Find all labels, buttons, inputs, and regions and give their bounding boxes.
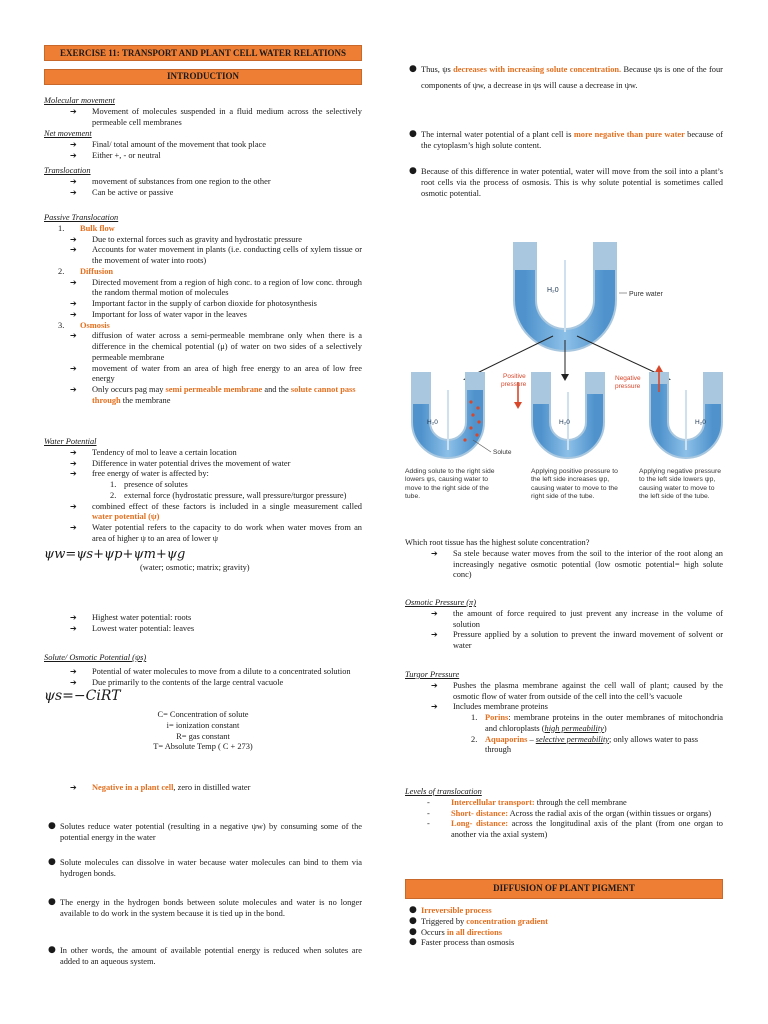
arrow-icon: ➔ bbox=[70, 150, 77, 160]
list-item: ➔ Either +, - or neutral bbox=[70, 150, 161, 160]
levels-section bbox=[405, 787, 723, 841]
numbered-item: 1. Bulk flow bbox=[58, 223, 115, 233]
section-heading: Osmotic Pressure (π) bbox=[405, 598, 477, 607]
osmotic-pressure-section bbox=[405, 598, 723, 652]
bullet-icon: ● bbox=[48, 897, 56, 907]
water-potential-formula: ψw=ψs+ψp+ψm+ψg bbox=[44, 546, 186, 562]
right-bullet-1 bbox=[405, 62, 723, 94]
list-item: ● Because of this difference in water potential, water will move from the soil into a plant’s root cells via the process of osmosis. This is why solute potential is sometimes called osmotic potential. bbox=[409, 166, 723, 198]
arrow-icon: ➔ bbox=[70, 234, 77, 244]
water-potential-extremes bbox=[44, 613, 362, 635]
list-item: ● Solutes reduce water potential (resulting in a negative ψw) by consuming some of the potential energy in the water bbox=[48, 821, 362, 842]
list-item: ➔ Can be active or passive bbox=[70, 187, 174, 197]
caption-solute: Adding solute to the right side lowers ψs, causing water to move to the right side of the tube. bbox=[405, 468, 495, 501]
list-item: ➔ Water potential refers to the capacity to do work when water moves from an area of higher ψ to an area of lower ψ bbox=[70, 523, 362, 543]
list-item: - Short- distance: Across the radial axis of the organ (within tissues or organs) bbox=[427, 808, 712, 818]
h2o-label: H₂0 bbox=[547, 287, 559, 294]
net-section bbox=[44, 129, 362, 161]
list-item: ➔ Tendency of mol to leave a certain location bbox=[70, 447, 237, 457]
translocation-section bbox=[44, 166, 362, 198]
list-item: ➔ Negative in a plant cell, zero in distilled water bbox=[70, 783, 251, 792]
numbered-item: 3. Osmosis bbox=[58, 320, 110, 330]
list-item: ➔ Due primarily to the contents of the large central vacuole bbox=[70, 677, 284, 687]
section-heading: Turgor Pressure bbox=[405, 670, 460, 679]
arrow-icon: ➔ bbox=[431, 680, 438, 690]
bullet-icon: ● bbox=[409, 905, 417, 915]
formula-note: (water; osmotic; matrix; gravity) bbox=[140, 563, 250, 573]
negative-pressure-label: Negative pressure bbox=[615, 375, 641, 390]
list-item: ➔ combined effect of these factors is included in a single measurement called water potential (ψ) bbox=[70, 501, 362, 522]
arrow-icon: ➔ bbox=[70, 309, 77, 319]
list-item: ➔ Highest water potential: roots bbox=[70, 613, 192, 622]
bullet-4 bbox=[44, 946, 362, 968]
arrow-icon: ➔ bbox=[431, 702, 438, 712]
caption-negative: Applying negative pressure to the left side lowers ψp, causing water to move to the left side of the tube. bbox=[639, 468, 721, 501]
question-section bbox=[405, 538, 723, 581]
pure-water-tube bbox=[525, 242, 664, 340]
list-item: ➔ Potential of water molecules to move from a dilute to a concentrated solution bbox=[70, 666, 351, 676]
arrow-icon: ➔ bbox=[431, 608, 438, 618]
bullet-3 bbox=[44, 898, 362, 920]
bullet-icon: ● bbox=[409, 915, 417, 926]
list-item: ● Solute molecules can dissolve in water because water molecules can bind to them via hydrogen bonds. bbox=[48, 857, 362, 878]
section-heading: Net movement bbox=[44, 129, 92, 138]
list-item: ➔ Includes membrane proteins bbox=[431, 702, 548, 712]
arrow-icon: ➔ bbox=[70, 458, 77, 468]
list-item: ➔ Due to external forces such as gravity and hydrostatic pressure bbox=[70, 234, 303, 244]
sub-item: 1. presence of solutes bbox=[110, 480, 188, 489]
arrow-icon: ➔ bbox=[70, 783, 77, 792]
list-item: ➔ Accounts for water movement in plants (i.e. conducting cells of xylem tissue or the movement of water into roots) bbox=[70, 245, 362, 265]
intro-heading: INTRODUCTION bbox=[44, 69, 362, 85]
h2o-label: H₂0 bbox=[559, 419, 570, 426]
sub-item: 2. Aquaporins – selective permeability; only allows water to pass through bbox=[471, 734, 699, 755]
section-heading: Water Potential bbox=[44, 437, 97, 446]
arrow-icon: ➔ bbox=[431, 548, 438, 558]
h2o-label: H₂0 bbox=[427, 419, 438, 426]
arrow-icon: ➔ bbox=[70, 385, 77, 394]
arrow-icon: ➔ bbox=[431, 630, 438, 640]
list-item: ➔ diffusion of water across a semi-permeable membrane only when there is a difference in the chemical potential (μ) of water on two sides of a selectively permeable membrane bbox=[70, 331, 362, 362]
sub-item: 1. Porins: membrane proteins in the outer membranes of mitochondria and chloroplasts (high permeability) bbox=[471, 713, 723, 733]
bullet-2 bbox=[44, 858, 362, 880]
section-heading: Levels of translocation bbox=[405, 787, 482, 796]
bullet-1 bbox=[44, 822, 362, 844]
list-item: ● Irreversible process bbox=[409, 905, 492, 915]
list-item: ● The internal water potential of a plant cell is more negative than pure water because of the cytoplasm’s high solute content. bbox=[409, 129, 723, 150]
water-potential-section bbox=[44, 437, 362, 574]
arrow-icon: ➔ bbox=[70, 666, 77, 676]
list-item: ➔ movement of water from an area of high free energy to an area of low free energy bbox=[70, 363, 362, 384]
arrow-icon: ➔ bbox=[70, 677, 77, 687]
turgor-pressure-section bbox=[405, 670, 723, 756]
right-bullet-2 bbox=[405, 130, 723, 152]
caption-positive: Applying positive pressure to the left side increases ψp, causing water to move to the right side of the tube. bbox=[531, 468, 618, 501]
arrow-icon: ➔ bbox=[70, 613, 77, 622]
list-item: - Long- distance: across the longitudinal axis of the plant (from one organ to another via the axial system) bbox=[427, 819, 723, 839]
molecular-section bbox=[44, 96, 362, 128]
arrow-icon: ➔ bbox=[70, 447, 77, 457]
bullet-icon: ● bbox=[409, 166, 417, 176]
passive-section bbox=[44, 213, 362, 407]
pure-water-label: Pure water bbox=[629, 291, 663, 298]
exercise-title: EXERCISE 11: TRANSPORT AND PLANT CELL WATER RELATIONS bbox=[44, 45, 362, 61]
solute-potential-formula: ψs=−CiRT bbox=[44, 688, 121, 705]
list-item: ● Thus, ψs decreases with increasing solute concentration. Because ψs is one of the four components of ψw, a decrease in ψs will cause a decrease in ψw. bbox=[405, 62, 723, 94]
negative-pressure-tube bbox=[615, 365, 713, 450]
list-item: - Intercellular transport: through the cell membrane bbox=[427, 797, 627, 807]
list-item: ➔ the amount of force required to just prevent any increase in the volume of solution bbox=[431, 608, 723, 629]
diffusion-list bbox=[405, 906, 723, 949]
list-item: ➔ Only occurs pag may semi permeable membrane and the solute cannot pass through the membrane bbox=[70, 385, 356, 405]
bullet-icon: ● bbox=[409, 937, 417, 948]
arrow-icon: ➔ bbox=[70, 363, 77, 373]
osmosis-figure bbox=[405, 232, 723, 532]
section-heading: Translocation bbox=[44, 166, 91, 175]
solute-tube bbox=[421, 372, 512, 456]
list-item: ➔ Important for loss of water vapor in the leaves bbox=[70, 309, 247, 319]
list-item: ● The energy in the hydrogen bonds between solute molecules and water is no longer available to do work in the system because it is tied up in the bond. bbox=[48, 897, 362, 918]
arrow-icon: ➔ bbox=[70, 469, 77, 479]
list-item: ➔ Final/ total amount of the movement that took place bbox=[70, 139, 266, 149]
positive-pressure-label: Positive pressure bbox=[501, 373, 527, 388]
list-item: ● Triggered by concentration gradient bbox=[409, 915, 548, 926]
list-item: ➔ Lowest water potential: leaves bbox=[70, 623, 195, 633]
solute-potential-section bbox=[44, 653, 362, 753]
list-item: ➔ Pushes the plasma membrane against the cell wall of plant; caused by the osmotic flow of water from outside of the cell into the cell’s vacuole bbox=[431, 680, 723, 701]
sub-item: 2. external force (hydrostatic pressure, wall pressure/turgor pressure) bbox=[110, 490, 347, 500]
arrow-icon: ➔ bbox=[70, 523, 77, 532]
list-item: ➔ Movement of molecules suspended in a fluid medium across the selectively permeable cell membranes bbox=[70, 106, 362, 127]
arrow-icon: ➔ bbox=[70, 277, 77, 287]
bullet-icon: ● bbox=[48, 945, 56, 955]
list-item: ● In other words, the amount of available potential energy is reduced when solutes are added to an aqueous system. bbox=[48, 945, 362, 966]
arrow-icon: ➔ bbox=[70, 299, 77, 308]
h2o-label: H₂0 bbox=[695, 419, 706, 426]
list-item: ● Occurs in all directions bbox=[409, 926, 503, 937]
arrow-icon: ➔ bbox=[70, 331, 77, 341]
bullet-icon: ● bbox=[409, 926, 417, 937]
bullet-icon: ● bbox=[48, 857, 56, 867]
list-item: ➔ movement of substances from one region to the other bbox=[70, 176, 271, 186]
arrow-icon: ➔ bbox=[70, 245, 77, 255]
solute-label: Solute bbox=[493, 449, 512, 456]
positive-pressure-tube bbox=[501, 372, 595, 450]
list-item: ➔ Difference in water potential drives the movement of water bbox=[70, 458, 291, 468]
section-heading: Molecular movement bbox=[44, 96, 115, 105]
negative-note bbox=[44, 783, 362, 794]
arrow-icon: ➔ bbox=[70, 139, 77, 149]
formula-definitions: C= Concentration of solute i= ionization constant R= gas constant T= Absolute Temp ( C + 273) bbox=[153, 710, 253, 752]
arrow-icon: ➔ bbox=[70, 176, 77, 186]
question: Which root tissue has the highest solute concentration? bbox=[405, 538, 590, 547]
bullet-icon: ● bbox=[409, 64, 417, 74]
arrow-icon: ➔ bbox=[70, 106, 77, 116]
list-item: ➔ Pressure applied by a solution to prevent the inward movement of solvent or water bbox=[431, 630, 723, 650]
list-item: ➔ Directed movement from a region of high conc. to a region of low conc. through the random thermal motion of molecules bbox=[70, 277, 362, 298]
list-item: ● Faster process than osmosis bbox=[409, 937, 515, 948]
list-item: ➔ free energy of water is affected by: bbox=[70, 469, 209, 479]
list-item: ➔ Important factor in the supply of carbon dioxide for photosynthesis bbox=[70, 299, 317, 308]
bullet-icon: ● bbox=[409, 129, 417, 139]
u-tube-diagram bbox=[405, 232, 723, 532]
arrow-icon: ➔ bbox=[70, 623, 77, 633]
arrow-icon: ➔ bbox=[70, 187, 77, 197]
arrow-icon: ➔ bbox=[70, 501, 77, 511]
diffusion-heading: DIFFUSION OF PLANT PIGMENT bbox=[405, 879, 723, 899]
right-bullet-3 bbox=[405, 167, 723, 199]
section-heading: Passive Translocation bbox=[44, 213, 119, 222]
numbered-item: 2. Diffusion bbox=[58, 266, 114, 276]
section-heading: Solute/ Osmotic Potential (ψs) bbox=[44, 653, 147, 662]
bullet-icon: ● bbox=[48, 821, 56, 831]
list-item: ➔ Sa stele because water moves from the soil to the interior of the root along an increasingly negative osmotic potential (low osmotic potential= high solute conc) bbox=[431, 548, 723, 580]
